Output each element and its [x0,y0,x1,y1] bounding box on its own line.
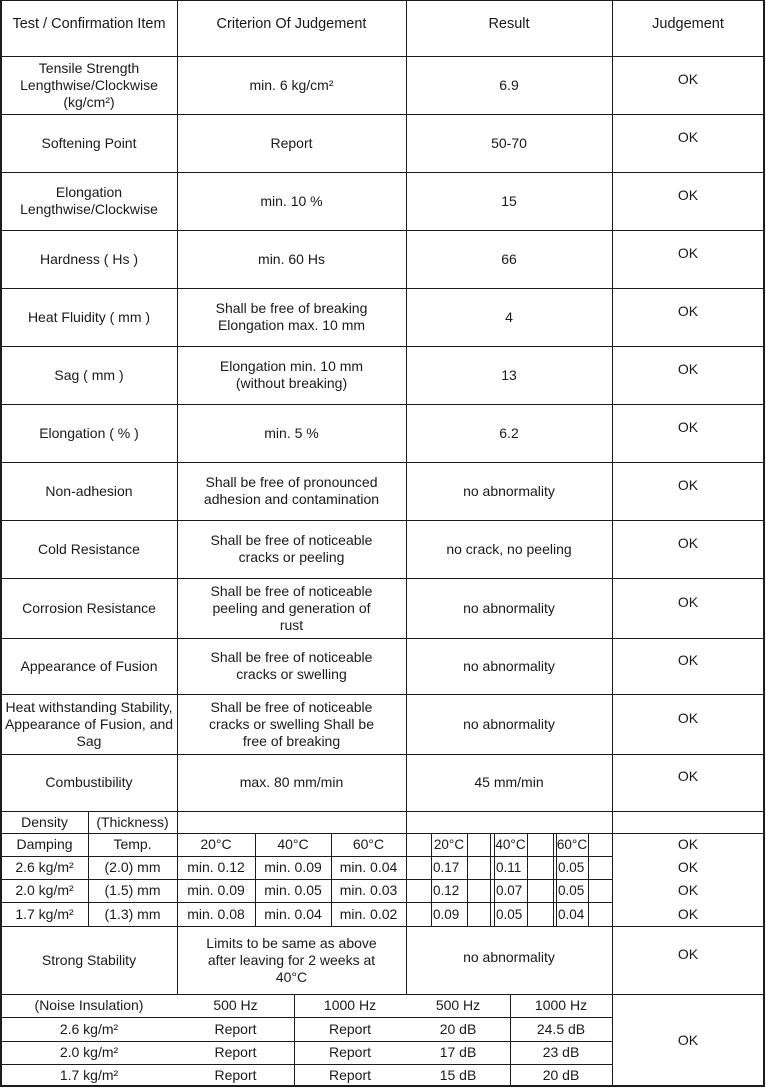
result-temp: 40°C [495,837,526,852]
row-judgement: OK [677,128,699,145]
row-criterion: min. 10 % [260,192,323,209]
density-label: Density [21,813,68,830]
noise-result: 20 dB [542,1066,580,1083]
row-criterion: Shall be free of breaking Elongation max. 10 mm [215,300,368,333]
noise-criterion: Report [328,1044,372,1060]
noise-density: 2.6 kg/m² [59,1020,119,1037]
row-test-item: Heat withstanding Stability, Appearance of Fusion, and Sag [4,698,174,749]
strong-stability-judgement: OK [677,945,699,962]
row-test-item: Sag ( mm ) [54,366,124,383]
row-result: no abnormality [463,657,555,674]
row-criterion: min. 5 % [264,424,319,441]
noise-judgement: OK [677,1031,699,1048]
damping-thickness: (2.0) mm [104,859,161,875]
header-result: Result [488,15,530,32]
row-judgement: OK [677,418,699,435]
noise-criterion: Report [214,1020,257,1037]
damping-density: 1.7 kg/m² [15,905,74,922]
header-test-item: Test / Confirmation Item [12,15,166,32]
row-criterion: Report [270,134,313,151]
strong-stability-item: Strong Stability [41,951,137,968]
thickness-label: (Thickness) [96,813,169,830]
damping-judgement: OK [677,905,699,922]
row-result: no crack, no peeling [446,540,572,557]
row-result: 66 [501,250,517,267]
noise-criterion: Report [328,1020,372,1037]
noise-result: 15 dB [439,1066,477,1083]
damping-judgement: OK [677,836,699,852]
header-criterion: Criterion Of Judgement [216,15,367,32]
noise-result: 20 dB [439,1020,477,1037]
damping-thickness: (1.5) mm [104,882,161,898]
row-judgement: OK [677,768,699,784]
noise-result-freq: 1000 Hz [534,997,588,1013]
row-judgement: OK [677,651,699,668]
damping-result: 0.11 [496,860,522,875]
row-judgement: OK [677,70,699,87]
noise-label: (Noise Insulation) [34,997,144,1013]
noise-criterion: Report [328,1066,372,1083]
row-result: 50-70 [491,134,527,151]
strong-stability-result: no abnormality [463,948,555,965]
row-result: no abnormality [463,715,555,732]
row-test-item: Cold Resistance [38,540,140,557]
row-judgement: OK [677,360,699,377]
damping-result: 0.09 [433,906,460,922]
criterion-temp: 40°C [277,836,309,852]
row-result: 45 mm/min [474,774,544,790]
damping-judgement: OK [677,859,699,875]
row-test-item: Heat Fluidity ( mm ) [27,308,151,325]
row-result: 15 [501,192,517,209]
row-test-item: Elongation ( % ) [39,424,139,441]
row-result: 6.2 [499,424,519,441]
row-criterion: Shall be free of noticeable cracks or peeling [210,532,373,565]
damping-criterion: min. 0.03 [339,882,398,898]
damping-thickness: (1.3) mm [104,905,161,922]
row-judgement: OK [677,244,699,261]
strong-stability-criterion: Limits to be same as above after leaving for 2 weeks at 40°C [206,934,377,985]
damping-result: 0.05 [558,860,585,875]
temp-label: Temp. [113,836,152,852]
row-judgement: OK [677,476,699,493]
damping-result: 0.12 [433,883,460,898]
noise-result: 23 dB [542,1044,580,1060]
damping-criterion: min. 0.04 [339,859,398,875]
damping-density: 2.0 kg/m² [15,882,74,898]
damping-result: 0.07 [496,883,523,898]
damping-result: 0.05 [558,883,585,898]
noise-result: 24.5 dB [536,1020,586,1037]
row-test-item: Tensile Strength Lengthwise/Clockwise (kg/cm²) [20,59,158,110]
damping-criterion: min. 0.09 [187,882,245,898]
row-test-item: Appearance of Fusion [20,657,158,674]
row-result: 13 [501,366,517,383]
damping-result: 0.17 [433,860,460,875]
row-test-item: Non-adhesion [45,482,133,499]
damping-criterion: min. 0.04 [264,905,322,922]
row-criterion: Shall be free of noticeable peeling and generation of rust [210,582,373,633]
damping-criterion: min. 0.02 [339,905,398,922]
header-judgement: Judgement [652,15,724,32]
row-result: no abnormality [463,482,555,499]
noise-criterion-freq: 500 Hz [213,997,258,1013]
damping-label: Damping [16,836,73,852]
row-test-item: Hardness ( Hs ) [39,250,139,267]
row-criterion: Shall be free of noticeable cracks or swelling Shall be free of breaking [209,698,374,749]
row-criterion: Shall be free of pronounced adhesion and contamination [203,474,380,507]
noise-density: 2.0 kg/m² [59,1044,119,1060]
row-result: 4 [505,308,513,325]
row-criterion: min. 60 Hs [258,250,325,267]
noise-density: 1.7 kg/m² [59,1066,119,1083]
grid-line-v [553,833,554,927]
criterion-temp: 60°C [352,836,385,852]
row-test-item: Elongation Lengthwise/Clockwise [20,184,158,217]
row-judgement: OK [677,709,699,726]
row-criterion: min. 6 kg/cm² [249,76,334,93]
row-result: no abnormality [463,599,555,616]
noise-result-freq: 500 Hz [435,997,481,1013]
row-criterion: Shall be free of noticeable cracks or swelling [210,649,373,682]
result-temp: 60°C [556,837,588,852]
row-criterion: max. 80 mm/min [239,774,344,790]
row-judgement: OK [677,593,699,610]
noise-criterion: Report [214,1066,257,1083]
damping-density: 2.6 kg/m² [15,859,74,875]
damping-criterion: min. 0.09 [264,859,322,875]
result-temp: 20°C [433,837,465,852]
row-test-item: Combustibility [45,774,133,790]
noise-criterion-freq: 1000 Hz [323,997,377,1013]
damping-result: 0.04 [558,906,585,922]
row-criterion: Elongation min. 10 mm (without breaking) [219,358,364,391]
row-judgement: OK [677,534,699,551]
damping-result: 0.05 [496,906,523,922]
criterion-temp: 20°C [200,836,232,852]
row-result: 6.9 [499,76,519,93]
damping-judgement: OK [677,882,699,898]
damping-criterion: min. 0.12 [187,859,245,875]
damping-criterion: min. 0.08 [187,905,245,922]
row-test-item: Softening Point [41,134,137,151]
damping-criterion: min. 0.05 [264,882,322,898]
grid-line-v [490,833,491,927]
noise-result: 17 dB [439,1044,477,1060]
row-judgement: OK [677,302,699,319]
noise-criterion: Report [214,1044,257,1060]
row-test-item: Corrosion Resistance [22,599,156,616]
row-judgement: OK [677,186,699,203]
